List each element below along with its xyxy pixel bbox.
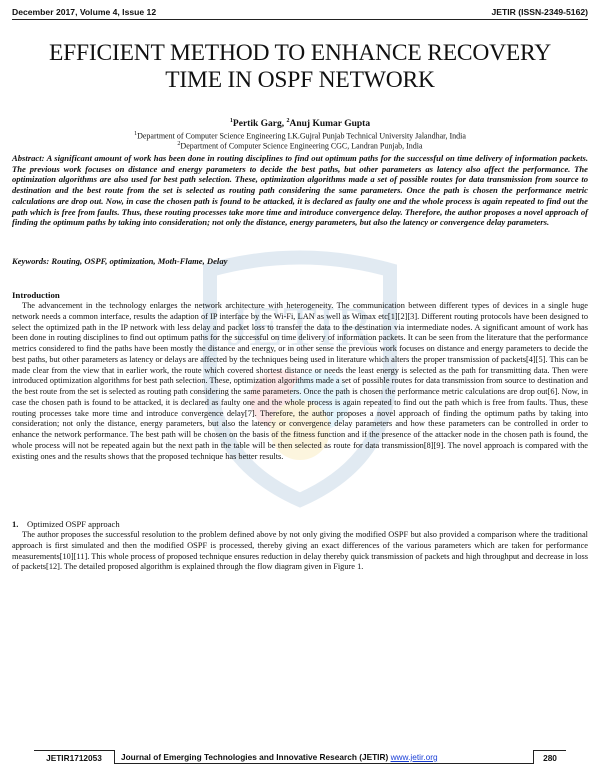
affiliation-1-index: 1	[134, 131, 138, 137]
issue-info: December 2017, Volume 4, Issue 12	[12, 7, 157, 17]
section-1-heading	[12, 519, 120, 529]
author-1: Pertik Garg,	[232, 119, 285, 130]
journal-issn: JETIR (ISSN-2349-5162)	[491, 7, 588, 17]
svg-text:JETIR: JETIR	[226, 296, 374, 358]
affiliation-2-index: 2	[177, 141, 181, 147]
affiliation-1-text: Department of Computer Science Engineering I.K.Gujral Punjab Technical University Jalandhar, India	[137, 131, 466, 141]
affiliation-2-text: Department of Computer Science Engineering CGC, Landran Punjab, India	[180, 141, 423, 151]
section-1-title: Optimized OSPF approach	[27, 519, 120, 529]
authors	[0, 118, 600, 129]
author-2-index: 2	[286, 118, 290, 124]
paper-title	[0, 40, 600, 94]
journal-website-link[interactable]: www.jetir.org	[390, 752, 438, 762]
author-1-index: 1	[229, 118, 233, 124]
abstract: Abstract: A significant amount of work has been done in routing disciplines to find out optimum paths for the successful on time delivery of information packets. The previous work focuses on distance and energy parameters to decide the best paths, but other parameters as latency also affect the performance. The optimization algorithms are also used for best path selection. These, optimization algorithms made a set of possible routes for data transmission from source to destination and the best route from the set is selected as routing path considering the same parameters. Once the path is chosen the performance metric calculations are drop out. Now, in case the chosen path is found to be attacked, it is declared as faulty one and the whole process is again repeated to find out the path which is free from faults. Thus, these routing processes take more time and introduce convergence delay. Therefore, the author proposes a novel approach of finding the optimum paths by taking into consideration; not only the distance, energy parameters, but also the latency or convergence delay parameters.	[12, 153, 588, 228]
paper-id: JETIR1712053	[34, 750, 114, 763]
keywords: Keywords: Routing, OSPF, optimization, Moth-Flame, Delay	[12, 256, 228, 266]
footer-journal	[114, 750, 534, 764]
introduction-body: The advancement in the technology enlarges the network architecture with heterogeneity. The communication between different types of devices in a single huge network needs a common interface, results the adaption of IP interface by the Wi-Fi, LAN as well as Wimax etc[1][2][3]. Different routing protocols have been designed to select the optimized path in the IP network with less delay and packet loss to transfer the data to the destination via intermediate nodes. A significant amount of work has been done in routing disciplines to find out optimum paths for the successful on time delivery of information packets. It can be seen from the literature that the performance metrics considered to find the paths have been mostly the distance and energy, or in other sense the previous work focuses on distance and energy parameters to decide the best paths, but other parameters as latency or delays are affected by the techniques being used in literature which alters the proper transmission of packets[4][5]. This can be made clear from the view that in earlier work, the route which covered shortest distance or needs the least energy is selected as the path for transmitting data. Then were introduced optimization algorithms for best path selection. These, optimization algorithms made a set of possible routes for data transmission from source to destination and the best route from the set is selected as routing path considering the same parameters. Once the path is chosen the performance metric calculations are drop out[6]. Now, in case the chosen path is found to be attacked, it is declared as faulty one and the whole process is again repeated to find out the path which is free from faults. Thus, these routing processes take more time and introduce convergence delay[7]. Therefore, the author proposes a novel approach of finding the optimum paths by taking into consideration; not only the distance, energy parameters, but also the latency or convergence delay parameters and how these parameters can be controlled in order to enhance the network performance. The best path will be chosen on the basis of the fitness function and if the presence of the attacker node in the chosen path is found, the whole process will not be repeated again but the next path in the table will be then selected as route for data transmission[8][9]. The novel approach is compared with the existing ones and the results shows that the proposed technique has better results.	[12, 301, 588, 461]
affiliation-1	[0, 131, 600, 141]
author-2: Anuj Kumar Gupta	[289, 119, 371, 130]
page-footer	[34, 748, 566, 764]
affiliation-2	[0, 141, 600, 151]
section-1-number: 1.	[12, 519, 19, 529]
title-line-1: EFFICIENT METHOD TO ENHANCE RECOVERY	[49, 40, 551, 66]
running-header	[12, 7, 588, 20]
journal-name: Journal of Emerging Technologies and Innovative Research (JETIR)	[121, 752, 389, 762]
section-1-body: The author proposes the successful resolution to the problem defined above by not only giving the modified OSPF but also provided a comparison where the traditional approach is first simulated and then the modified OSPF is processed, thereby giving an exact differences of the various parameters which are taken for performance measurements[10][11]. This whole process of proposed technique ensures reduction in delay thereby quick transmission of packets and high throughput and decrease in loss of packets[12]. The detailed proposed algorithm is explained through the flow diagram given in Figure 1.	[12, 530, 588, 572]
page-number: 280	[534, 750, 566, 763]
title-line-2: TIME IN OSPF NETWORK	[165, 67, 435, 93]
introduction-heading: Introduction	[12, 290, 60, 300]
